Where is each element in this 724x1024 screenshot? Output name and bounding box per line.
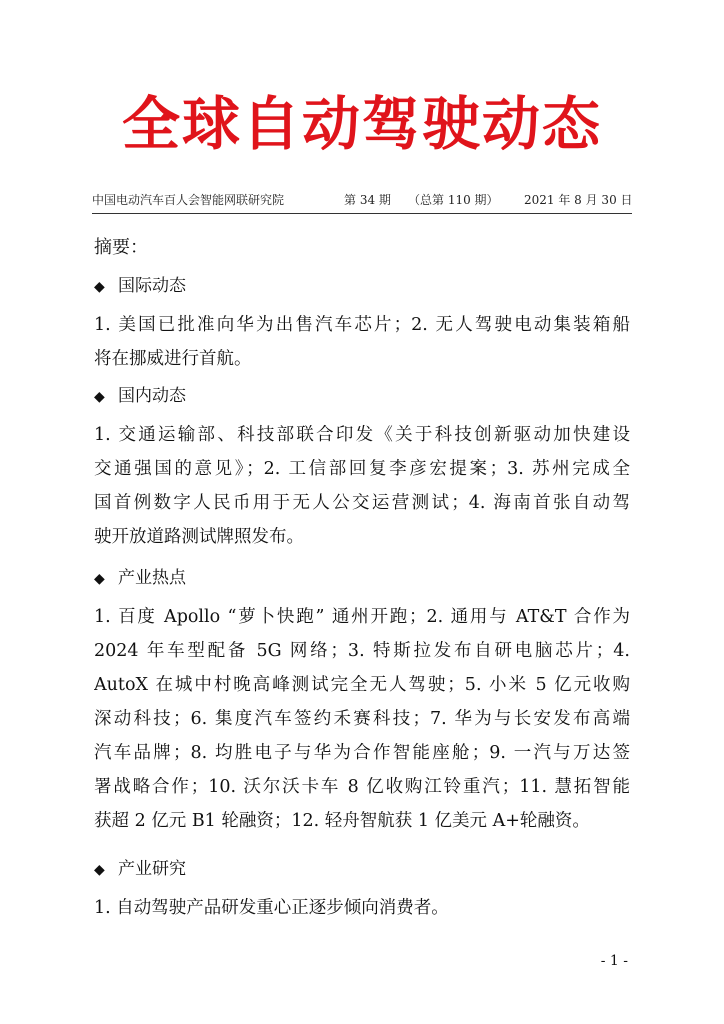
issue-date: 2021 年 8 月 30 日 — [524, 193, 633, 207]
diamond-bullet-icon: ◆ — [94, 862, 105, 878]
section-heading-domestic: ◆ 国内动态 — [94, 381, 186, 412]
section-body-international — [94, 308, 630, 376]
body-line: 交通强国的意见》；2. 工信部回复李彦宏提案；3. 苏州完成全 — [94, 459, 630, 479]
body-line: 1. 交通运输部、科技部联合印发《关于科技创新驱动加快建设 — [94, 425, 630, 445]
section-body-industry-research — [94, 891, 630, 925]
body-line: 深动科技；6. 集度汽车签约禾赛科技；7. 华为与长安发布高端 — [94, 709, 630, 729]
abstract-heading: 摘要： — [94, 237, 148, 258]
body-line: 1. 美国已批准向华为出售汽车芯片；2. 无人驾驶电动集装箱船 — [94, 315, 630, 335]
publisher-name: 中国电动汽车百人会智能网联研究院 — [92, 193, 285, 207]
body-line: 将在挪威进行首航。 — [94, 349, 252, 369]
diamond-bullet-icon: ◆ — [94, 279, 105, 295]
body-line: 署战略合作；10. 沃尔沃卡车 8 亿收购江铃重汽；11. 慧拓智能 — [94, 777, 630, 797]
body-line: 驶开放道路测试牌照发布。 — [94, 527, 304, 547]
issue-meta-line — [92, 191, 632, 209]
page-number: - 1 - — [600, 953, 628, 969]
section-heading-international: ◆ 国际动态 — [94, 271, 186, 302]
body-line: 2024 年车型配备 5G 网络；3. 特斯拉发布自研电脑芯片；4. — [94, 641, 630, 661]
body-line: 汽车品牌；8. 均胜电子与华为合作智能座舱；9. 一汽与万达签 — [94, 743, 630, 763]
body-line: AutoX 在城中村晚高峰测试完全无人驾驶；5. 小米 5 亿元收购 — [94, 675, 630, 695]
body-line: 国首例数字人民币用于无人公交运营测试；4. 海南首张自动驾 — [94, 493, 630, 513]
section-heading-industry-hotspots: ◆ 产业热点 — [94, 563, 186, 594]
body-line: 1. 自动驾驶产品研发重心正逐步倾向消费者。 — [94, 898, 449, 918]
header-divider — [92, 213, 632, 214]
newsletter-title: 全球自动驾驶动态 — [121, 90, 602, 158]
diamond-bullet-icon: ◆ — [94, 389, 105, 405]
section-heading-industry-research: ◆ 产业研究 — [94, 854, 186, 885]
section-body-domestic — [94, 418, 630, 554]
total-issue-number: （总第 110 期） — [408, 193, 499, 207]
body-line: 1. 百度 Apollo “萝卜快跑” 通州开跑；2. 通用与 AT&T 合作为 — [94, 607, 630, 627]
body-line: 获超 2 亿元 B1 轮融资；12. 轻舟智航获 1 亿美元 A+轮融资。 — [94, 811, 590, 831]
section-body-industry-hotspots — [94, 600, 630, 838]
diamond-bullet-icon: ◆ — [94, 571, 105, 587]
issue-number: 第 34 期 — [344, 193, 391, 207]
